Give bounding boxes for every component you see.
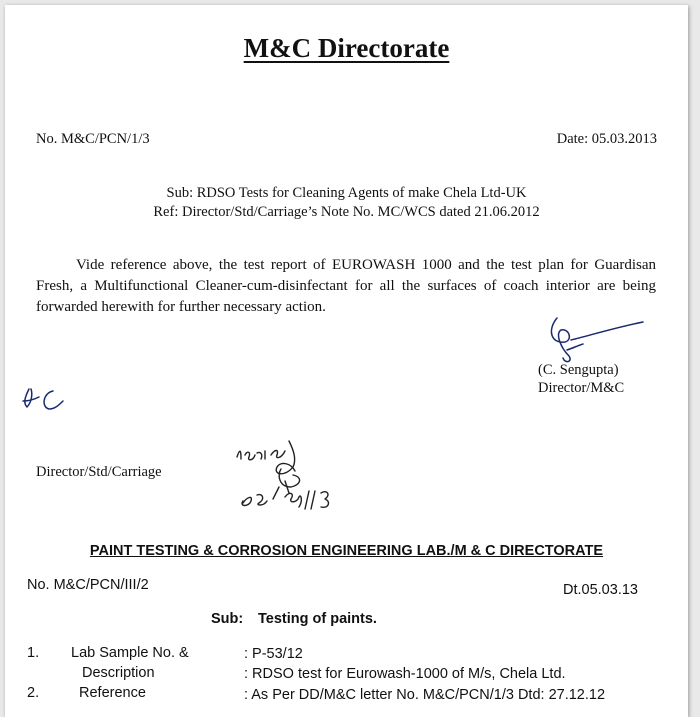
item-value: : P-53/12	[244, 646, 303, 662]
signatory-name: (C. Sengupta)	[538, 362, 619, 378]
signatory-designation: Director/M&C	[538, 380, 625, 396]
memo-body: Vide reference above, the test report of EUROWASH 1000 and the test plan for Guardisan Fresh, a Multifunctional Cleaner-cum-disinfectant for all the surfaces of coach interior are being forwarded herewith for further necessary action.	[36, 257, 656, 315]
received-stamp-icon	[233, 437, 353, 517]
signature-icon	[543, 310, 653, 365]
memo-addressee: Director/Std/Carriage	[36, 464, 162, 480]
lab-title: PAINT TESTING & CORROSION ENGINEERING LAB./M & C DIRECTORATE	[89, 543, 604, 559]
memo-reference: Ref: Director/Std/Carriage’s Note No. MC/WCS dated 21.06.2012	[153, 204, 540, 220]
item-value: : RDSO test for Eurowash-1000 of M/s, Chela Ltd.	[244, 666, 566, 682]
item-value: : As Per DD/M&C letter No. M&C/PCN/1/3 Dtd: 27.12.12	[244, 687, 606, 703]
lab-subject-label: Sub:	[211, 611, 244, 627]
item-label: Description	[82, 665, 155, 681]
initials-icon	[19, 385, 69, 415]
memo-subject: Sub: RDSO Tests for Cleaning Agents of make Chela Ltd-UK	[166, 185, 527, 201]
lab-subject-text: Testing of paints.	[258, 611, 377, 627]
memo-title: M&C Directorate	[243, 33, 450, 63]
lab-date: Dt.05.03.13	[563, 582, 638, 598]
document-page	[5, 5, 688, 717]
memo-ref-no: No. M&C/PCN/1/3	[36, 131, 150, 147]
item-label: Lab Sample No. &	[71, 645, 189, 661]
item-number: 2.	[27, 685, 40, 701]
lab-ref-no: No. M&C/PCN/III/2	[27, 577, 149, 593]
item-label: Reference	[79, 685, 146, 701]
item-number: 1.	[27, 645, 40, 661]
memo-date: Date: 05.03.2013	[556, 131, 657, 147]
